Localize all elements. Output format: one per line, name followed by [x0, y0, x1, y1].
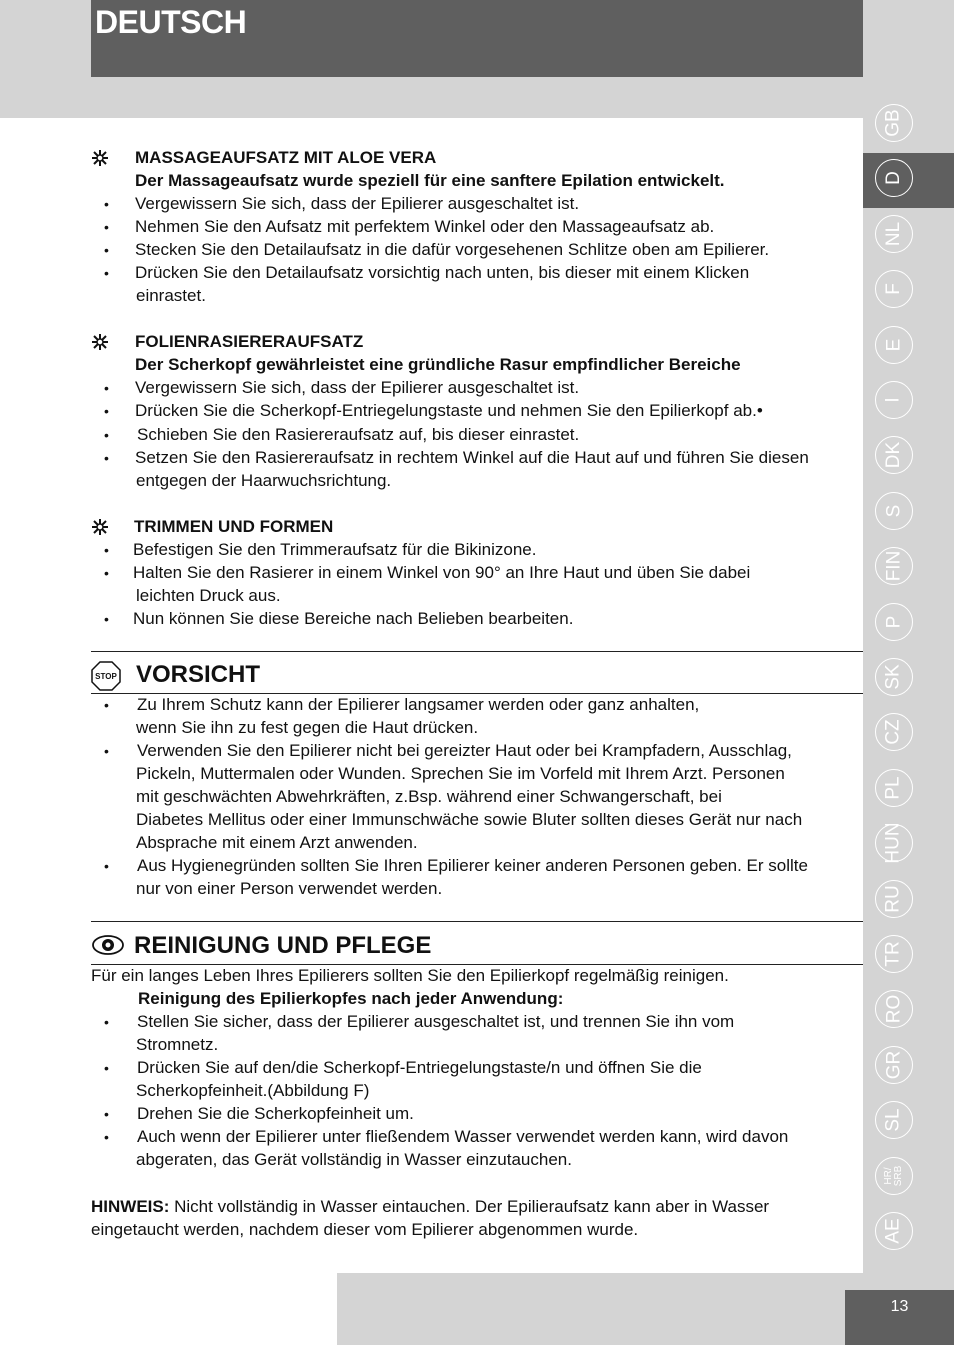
- language-tab-tr[interactable]: [863, 929, 954, 984]
- list-item: Absprache mit einem Arzt anwenden.: [136, 833, 418, 852]
- language-code: TR: [882, 941, 904, 967]
- bullet: •: [104, 1106, 109, 1122]
- bullet: •: [104, 380, 109, 396]
- language-badge: [875, 603, 913, 641]
- page-number-box: [845, 1290, 954, 1345]
- language-code: RO: [883, 995, 904, 1024]
- list-item: Stecken Sie den Detailaufsatz in die dafür vorgesehenen Schlitze oben am Epilierer.: [135, 240, 770, 259]
- list-item: Scherkopfeinheit.(Abbildung F): [136, 1081, 370, 1100]
- language-tab-hun[interactable]: [863, 818, 954, 873]
- bullet: •: [104, 1014, 109, 1030]
- list-item: Befestigen Sie den Trimmeraufsatz für die Bikinizone.: [133, 540, 537, 559]
- bullet: •: [104, 1060, 109, 1076]
- language-code: PL: [883, 776, 904, 800]
- language-badge: [875, 1212, 913, 1250]
- list-item: Zu Ihrem Schutz kann der Epilierer langsamer werden oder ganz anhalten,: [137, 695, 700, 714]
- bullet: •: [104, 196, 109, 212]
- language-code: E: [883, 338, 904, 351]
- bullet: •: [104, 743, 109, 759]
- language-badge: [875, 436, 913, 474]
- bullet: •: [104, 265, 109, 281]
- language-tab-fin[interactable]: [863, 541, 954, 596]
- note-text: Nicht vollständig in Wasser eintauchen. Der Epilieraufsatz kann aber in Wasser: [169, 1197, 770, 1216]
- bullet: •: [104, 242, 109, 258]
- language-badge: [875, 769, 913, 807]
- header-bar: [91, 0, 863, 77]
- language-tab-sl[interactable]: [863, 1095, 954, 1150]
- language-badge: [875, 824, 913, 862]
- language-tab-i[interactable]: [863, 375, 954, 430]
- stop-icon-label: STOP: [95, 672, 117, 681]
- bullet: •: [104, 858, 109, 874]
- section-subtitle: Der Scherkopf gewährleistet eine gründliche Rasur empfindlicher Bereiche: [135, 355, 741, 374]
- language-code: SL: [883, 1108, 904, 1132]
- language-badge: [875, 270, 913, 308]
- note-paragraph: eingetaucht werden, nachdem dieser vom Epilierer abgenommen wurde.: [91, 1220, 639, 1239]
- language-code: SK: [882, 664, 904, 690]
- language-tab-s[interactable]: [863, 486, 954, 541]
- language-tab-ae[interactable]: [863, 1206, 954, 1261]
- bottom-panel: [0, 1273, 337, 1345]
- list-item: Stromnetz.: [136, 1035, 219, 1054]
- sparkle-icon: [91, 149, 109, 167]
- language-badge: [875, 104, 913, 142]
- divider: [91, 651, 863, 652]
- language-badge: [875, 713, 913, 751]
- bullet: •: [104, 565, 109, 581]
- bullet: •: [104, 1129, 109, 1145]
- language-code: AE: [882, 1218, 904, 1244]
- section-heading: TRIMMEN UND FORMEN: [134, 517, 334, 536]
- language-code: DK: [883, 442, 904, 469]
- language-tab-ru[interactable]: [863, 874, 954, 929]
- list-item: Vergewissern Sie sich, dass der Epilierer ausgeschaltet ist.: [135, 378, 580, 397]
- language-code: CZ: [882, 719, 904, 746]
- bullet: •: [104, 403, 109, 419]
- list-item: Nehmen Sie den Aufsatz mit perfektem Winkel oder den Massageaufsatz ab.: [135, 217, 715, 236]
- list-item: Auch wenn der Epilierer unter fließendem Wasser verwendet werden kann, wird davon: [137, 1127, 789, 1146]
- language-tab-pl[interactable]: [863, 763, 954, 818]
- language-badge: [875, 935, 913, 973]
- bullet: •: [104, 427, 109, 443]
- divider: [91, 921, 863, 922]
- section-heading: VORSICHT: [136, 661, 261, 688]
- language-tab-gb[interactable]: [863, 98, 954, 153]
- language-code: HUN: [883, 822, 905, 864]
- list-item: entgegen der Haarwuchsrichtung.: [136, 471, 392, 490]
- section-heading: FOLIENRASIERERAUFSATZ: [135, 332, 364, 351]
- language-tab-sk[interactable]: [863, 652, 954, 707]
- list-item: Drücken Sie auf den/die Scherkopf-Entriegelungstaste/n und öffnen Sie die: [137, 1058, 702, 1077]
- language-tab-d[interactable]: [863, 153, 954, 208]
- bullet: •: [104, 697, 109, 713]
- eye-icon: [91, 933, 125, 957]
- list-item: mit geschwächten Abwehrkräften, z.Bsp. während einer Schwangerschaft, bei: [136, 787, 722, 806]
- language-code: FIN: [882, 550, 904, 582]
- bullet: •: [104, 450, 109, 466]
- language-code: P: [883, 615, 904, 628]
- language-code: S: [883, 504, 904, 518]
- bullet: •: [104, 611, 109, 627]
- list-item: Verwenden Sie den Epilierer nicht bei gereizter Haut oder bei Krampfadern, Ausschlag,: [137, 741, 792, 760]
- language-badge: [875, 1046, 913, 1084]
- language-tab-hrsrb[interactable]: [863, 1151, 954, 1206]
- language-tab-p[interactable]: [863, 597, 954, 652]
- language-badge: [875, 381, 913, 419]
- language-code: HR/ SRB: [883, 1165, 904, 1186]
- language-tab-nl[interactable]: [863, 209, 954, 264]
- language-badge: [875, 658, 913, 696]
- list-item: Vergewissern Sie sich, dass der Epilierer ausgeschaltet ist.: [135, 194, 580, 213]
- language-tab-cz[interactable]: [863, 707, 954, 762]
- language-code: D: [882, 171, 904, 186]
- list-item: Schieben Sie den Rasiereraufsatz auf, bis dieser einrastet.: [137, 425, 580, 444]
- language-code: I: [883, 397, 904, 403]
- language-code: NL: [882, 221, 904, 246]
- bullet: •: [104, 219, 109, 235]
- list-item: leichten Druck aus.: [136, 586, 281, 605]
- page-number: 13: [890, 1298, 909, 1315]
- language-badge: [875, 492, 913, 530]
- list-item: Setzen Sie den Rasiereraufsatz in rechtem Winkel auf die Haut auf und führen Sie diesen: [135, 448, 809, 467]
- language-code: GB: [882, 109, 904, 137]
- language-tab-f[interactable]: [863, 264, 954, 319]
- language-code: RU: [882, 884, 904, 913]
- list-item: Drücken Sie die Scherkopf-Entriegelungstaste und nehmen Sie den Epilierkopf ab.•: [135, 401, 763, 420]
- language-badge: [875, 1157, 913, 1195]
- list-item: Drücken Sie den Detailaufsatz vorsichtig nach unten, bis dieser mit einem Klicken: [135, 263, 750, 282]
- sparkle-icon: [91, 518, 109, 536]
- list-item: Diabetes Mellitus oder einer Immunschwäche sowie Bluter sollten dieses Gerät nur nach: [136, 810, 803, 829]
- language-code: GR: [883, 1050, 904, 1080]
- list-item: Stellen Sie sicher, dass der Epilierer ausgeschaltet ist, und trennen Sie ihn vom: [137, 1012, 735, 1031]
- section-heading: REINIGUNG UND PFLEGE: [134, 932, 432, 959]
- language-tab-e[interactable]: [863, 320, 954, 375]
- sparkle-icon: [91, 333, 109, 351]
- list-item: nur von einer Person verwendet werden.: [136, 879, 443, 898]
- stop-icon: [91, 661, 121, 691]
- language-code: F: [882, 283, 904, 295]
- language-badge: [875, 159, 913, 197]
- note-paragraph: [91, 1195, 769, 1218]
- note-label: HINWEIS:: [91, 1197, 170, 1216]
- list-item: wenn Sie ihn zu fest gegen die Haut drücken.: [136, 718, 479, 737]
- language-badge: [875, 880, 913, 918]
- language-badge: [875, 547, 913, 585]
- list-item: einrastet.: [136, 286, 206, 305]
- list-item: Nun können Sie diese Bereiche nach Belieben bearbeiten.: [133, 609, 574, 628]
- paragraph: Für ein langes Leben Ihres Epilierers sollten Sie den Epilierkopf regelmäßig reinigen.: [91, 966, 729, 985]
- list-item: abgeraten, das Gerät vollständig in Wasser einzutauchen.: [136, 1150, 572, 1169]
- section-heading: MASSAGEAUFSATZ MIT ALOE VERA: [135, 148, 437, 167]
- page-title: DEUTSCH: [95, 4, 247, 40]
- language-badge: [875, 990, 913, 1028]
- language-badge: [875, 326, 913, 364]
- section-subtitle: Der Massageaufsatz wurde speziell für eine sanftere Epilation entwickelt.: [135, 171, 725, 190]
- section-subtitle: Reinigung des Epilierkopfes nach jeder Anwendung:: [138, 989, 564, 1008]
- bullet: •: [104, 542, 109, 558]
- list-item: Drehen Sie die Scherkopfeinheit um.: [137, 1104, 414, 1123]
- language-badge: [875, 215, 913, 253]
- list-item: Pickeln, Muttermalen oder Wunden. Sprechen Sie im Vorfeld mit Ihrem Arzt. Personen: [136, 764, 785, 783]
- language-tab-gr[interactable]: [863, 1040, 954, 1095]
- language-tab-dk[interactable]: [863, 430, 954, 485]
- list-item: Halten Sie den Rasierer in einem Winkel von 90° an Ihre Haut und üben Sie dabei: [133, 563, 751, 582]
- list-item: Aus Hygienegründen sollten Sie Ihren Epilierer keiner anderen Personen geben. Er sollte: [137, 856, 808, 875]
- language-badge: [875, 1101, 913, 1139]
- language-tab-ro[interactable]: [863, 984, 954, 1039]
